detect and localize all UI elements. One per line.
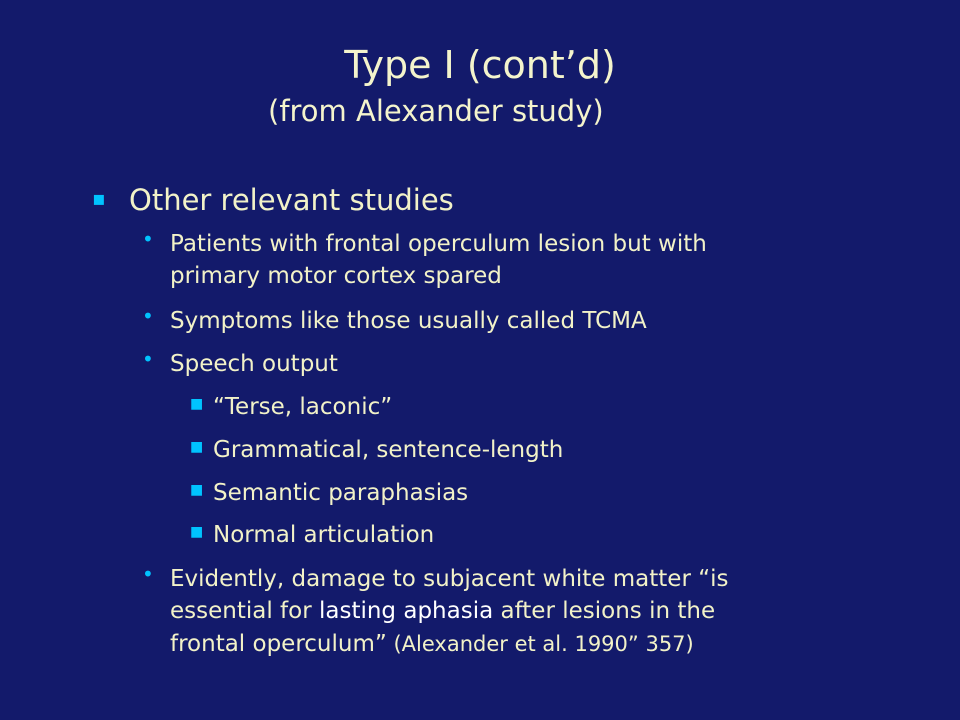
bullet-text: essential for (170, 598, 319, 624)
bullet-text: after lesions in the (493, 598, 716, 624)
square-bullet-icon: ■ (190, 524, 204, 540)
square-bullet-icon: ■ (190, 482, 204, 498)
dot-bullet-icon: • (142, 347, 154, 371)
slide-title: Type I (cont’d) (344, 43, 616, 87)
bullet-item-line (170, 629, 890, 659)
bullet-item: Symptoms like those usually called TCMA (170, 308, 647, 334)
sub-bullet-item: Grammatical, sentence-length (213, 437, 564, 463)
sub-bullet-item: “Terse, laconic” (213, 394, 393, 420)
square-bullet-icon: ■ (190, 439, 204, 455)
highlighted-text: lasting aphasia (318, 598, 494, 624)
bullet-item: Speech output (170, 351, 338, 377)
bullet-text: frontal operculum” (170, 631, 387, 657)
sub-bullet-item: Semantic paraphasias (213, 480, 469, 506)
bullet-item-line: Evidently, damage to subjacent white matter “is (170, 566, 729, 592)
dot-bullet-icon: • (142, 562, 154, 586)
bullet-heading: Other relevant studies (129, 183, 454, 217)
bullet-item-line: Patients with frontal operculum lesion but with (170, 231, 707, 257)
bullet-item-line: primary motor cortex spared (170, 263, 502, 289)
dot-bullet-icon: • (142, 227, 154, 251)
citation: (Alexander et al. 1990” 357) (386, 632, 694, 656)
slide-subtitle: (from Alexander study) (268, 94, 604, 128)
bullet-item-line (170, 596, 890, 626)
dot-bullet-icon: • (142, 304, 154, 328)
square-bullet-icon: ▪ (92, 186, 106, 210)
sub-bullet-item: Normal articulation (213, 522, 435, 548)
square-bullet-icon: ■ (190, 396, 204, 412)
